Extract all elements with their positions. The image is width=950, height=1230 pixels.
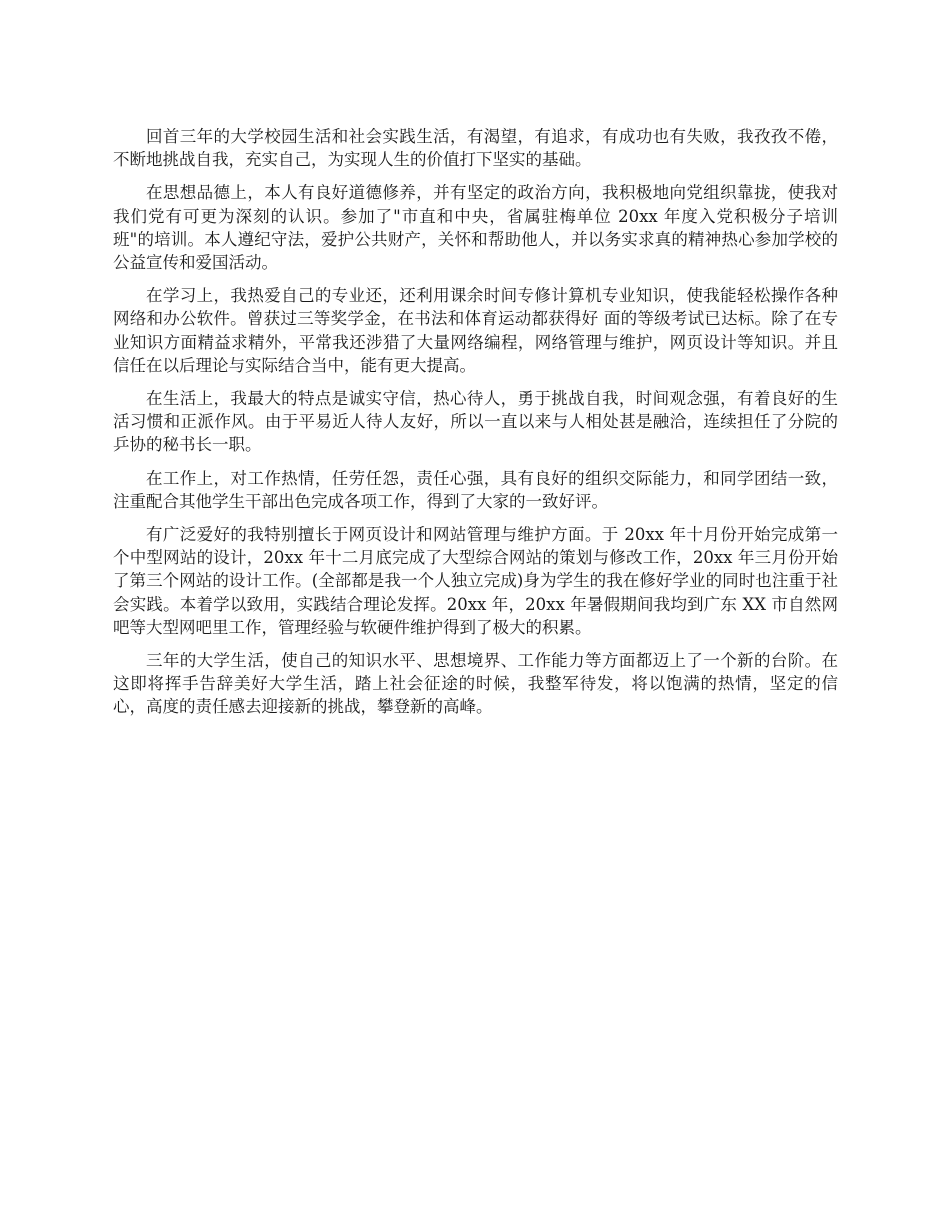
document-body bbox=[113, 125, 838, 729]
paragraph-life: 在生活上，我最大的特点是诚实守信，热心待人，勇于挑战自我，时间观念强，有着良好的生活习惯和正派作风。由于平易近人待人友好，所以一直以来与人相处甚是融洽，连续担任了分院的乒协的秘书长一职。 bbox=[113, 389, 838, 455]
paragraph-hobbies: 有广泛爱好的我特别擅长于网页设计和网站管理与维护方面。于 20xx 年十月份开始完成第一个中型网站的设计，20xx 年十二月底完成了大型综合网站的策划与修改工作，20xx 年三月份开始了第三个网站的设计工作。(全部都是我一个人独立完成)身为学生的我在修好学业的同时也注重于社会实践。本着学以致用，实践结合理论发挥。20xx 年，20xx 年暑假期间我均到广东 XX 市自然网吧等大型网吧里工作，管理经验与软硬件维护得到了极大的积累。 bbox=[113, 525, 838, 637]
paragraph-conclusion: 三年的大学生活，使自己的知识水平、思想境界、工作能力等方面都迈上了一个新的台阶。在这即将挥手告辞美好大学生活，踏上社会征途的时候，我整军待发，将以饱满的热情，坚定的信心，高度的责任感去迎接新的挑战，攀登新的高峰。 bbox=[113, 651, 838, 717]
paragraph-intro: 回首三年的大学校园生活和社会实践生活，有渴望，有追求，有成功也有失败，我孜孜不倦，不断地挑战自我，充实自己，为实现人生的价值打下坚实的基础。 bbox=[113, 127, 838, 170]
paragraph-study: 在学习上，我热爱自己的专业还，还利用课余时间专修计算机专业知识，使我能轻松操作各种网络和办公软件。曾获过三等奖学金，在书法和体育运动都获得好 面的等级考试已达标。除了在专业知识方面精益求精外，平常我还涉猎了大量网络编程，网络管理与维护，网页设计等知识。并且信任在以后理论与实际结合当中，能有更大提高。 bbox=[113, 286, 838, 375]
paragraph-morality: 在思想品德上，本人有良好道德修养，并有坚定的政治方向，我积极地向党组织靠拢，使我对我们党有可更为深刻的认识。参加了"市直和中央，省属驻梅单位 20xx 年度入党积极分子培训班"的培训。本人遵纪守法，爱护公共财产，关怀和帮助他人，并以务实求真的精神热心参加学校的公益宣传和爱国活动。 bbox=[113, 183, 838, 273]
paragraph-work: 在工作上，对工作热情，任劳任怨，责任心强，具有良好的组织交际能力，和同学团结一致，注重配合其他学生干部出色完成各项工作，得到了大家的一致好评。 bbox=[113, 468, 838, 511]
